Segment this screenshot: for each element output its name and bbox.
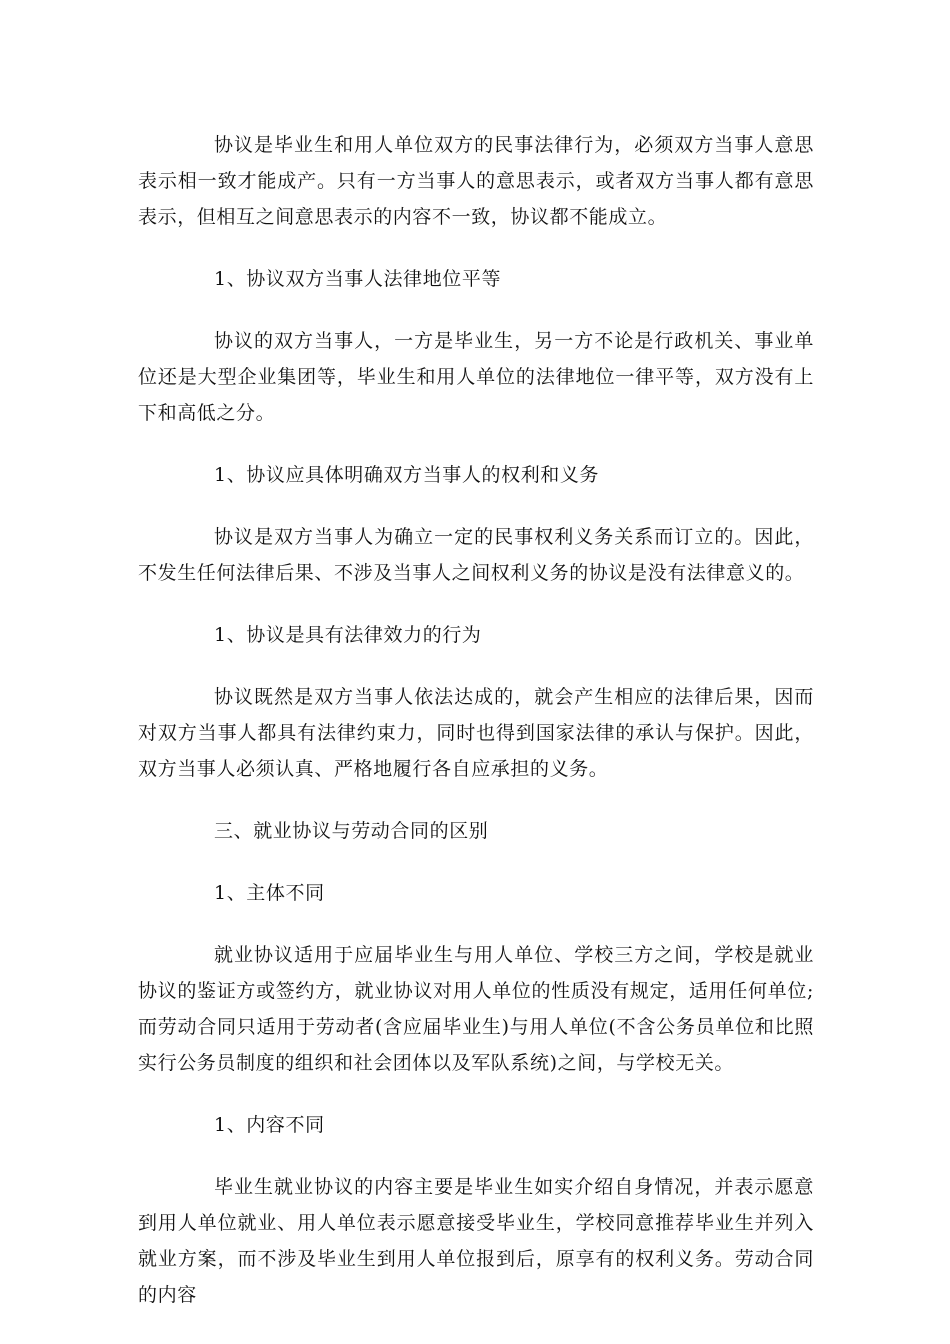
heading-different-content: 1、内容不同 xyxy=(214,1114,325,1136)
section-heading-differences: 三、就业协议与劳动合同的区别 xyxy=(214,820,489,842)
paragraph-different-content: 毕业生就业协议的内容主要是毕业生如实介绍自身情况，并表示愿意到用人单位就业、用人单位表示愿意接受毕业生，学校同意推荐毕业生并列入就业方案，而不涉及毕业生到用人单位报到后，原享有的权利义务。劳动合同的内容 xyxy=(138,1176,814,1306)
heading-different-subjects: 1、主体不同 xyxy=(214,882,325,904)
paragraph-rights-obligations: 协议是双方当事人为确立一定的民事权利义务关系而订立的。因此，不发生任何法律后果、不涉及当事人之间权利义务的协议是没有法律意义的。 xyxy=(138,526,814,584)
paragraph-agreement-nature: 协议是毕业生和用人单位双方的民事法律行为，必须双方当事人意思表示相一致才能成产。只有一方当事人的意思表示，或者双方当事人都有意思表示，但相互之间意思表示的内容不一致，协议都不能成立。 xyxy=(138,134,814,228)
document-body xyxy=(138,127,814,1339)
heading-rights-obligations: 1、协议应具体明确双方当事人的权利和义务 xyxy=(214,464,600,486)
heading-equal-status: 1、协议双方当事人法律地位平等 xyxy=(214,268,502,290)
heading-legal-effect: 1、协议是具有法律效力的行为 xyxy=(214,624,482,646)
paragraph-different-subjects: 就业协议适用于应届毕业生与用人单位、学校三方之间，学校是就业协议的鉴证方或签约方，就业协议对用人单位的性质没有规定，适用任何单位;而劳动合同只适用于劳动者(含应届毕业生)与用人单位(不含公务员单位和比照实行公务员制度的组织和社会团体以及军队系统)之间，与学校无关。 xyxy=(138,944,814,1074)
paragraph-legal-effect: 协议既然是双方当事人依法达成的，就会产生相应的法律后果，因而对双方当事人都具有法律约束力，同时也得到国家法律的承认与保护。因此，双方当事人必须认真、严格地履行各自应承担的义务。 xyxy=(138,686,814,780)
paragraph-equal-status: 协议的双方当事人，一方是毕业生，另一方不论是行政机关、事业单位还是大型企业集团等，毕业生和用人单位的法律地位一律平等，双方没有上下和高低之分。 xyxy=(138,330,814,424)
